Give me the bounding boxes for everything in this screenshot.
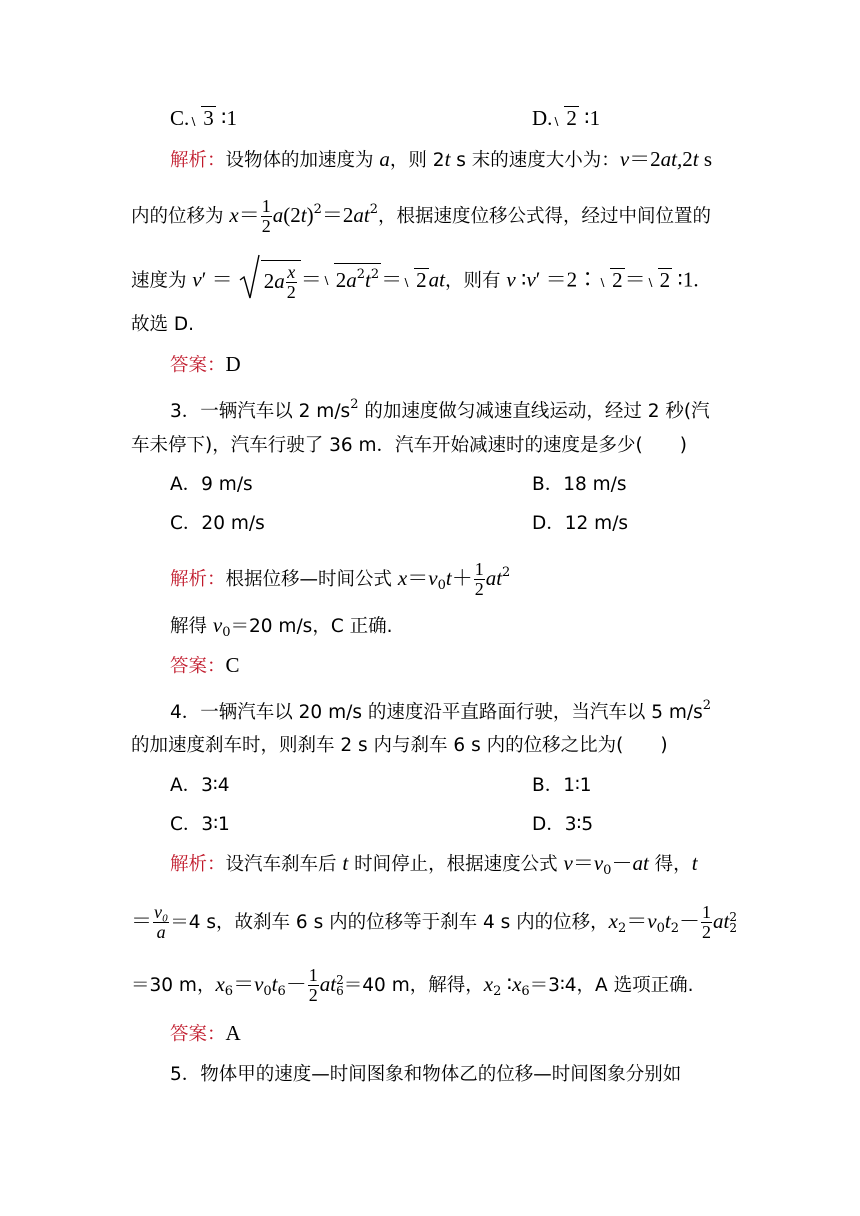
sqrt-symbol: 2 xyxy=(552,106,579,131)
answer-value: D xyxy=(225,352,241,376)
analysis-line: 解得 $v_0=20$ m/s，C 正确. xyxy=(170,613,393,640)
sqrt-symbol: 3 xyxy=(189,106,216,131)
analysis-line: 故选 D. xyxy=(131,314,195,335)
question-line: 的加速度刹车时，则刹车 2 s 内与刹车 6 s 内的位移之比为( ) xyxy=(131,735,668,756)
option-c: C．20 m/s xyxy=(170,513,265,534)
sqrt-symbol: 2 xyxy=(402,268,429,293)
radical-sign xyxy=(239,254,261,300)
question-line: 5．物体甲的速度—时间图象和物体乙的位移—时间图象分别如 xyxy=(170,1064,682,1085)
option-d: D. 2 ∶1 xyxy=(532,106,601,130)
answer-line xyxy=(170,1021,241,1047)
answer-line xyxy=(170,653,240,679)
analysis-line: 解析：设物体的加速度为 a，则 2t s 末的速度大小为：v＝2at,2t s xyxy=(170,147,713,171)
option-d: D．3∶5 xyxy=(532,814,594,835)
option-a: A．9 m/s xyxy=(170,474,253,495)
question-line: 3．一辆汽车以 2 $m/s^2$ 的加速度做匀减速直线运动，经过 2 秒(汽 xyxy=(170,397,710,422)
option-d: D．12 m/s xyxy=(532,513,629,534)
option-c: C．3∶1 xyxy=(170,814,230,835)
answer-value: C xyxy=(225,653,240,677)
fraction: $\frac{\text{v₀}}{a}$ xyxy=(154,902,169,942)
answer-label: 答案： xyxy=(170,1024,226,1045)
fraction: $\frac{1}{2}$ xyxy=(474,559,484,599)
analysis-line: 解析：设汽车刹车后 t 时间停止，根据速度公式 $v=v_0-at$ 得，t xyxy=(170,851,698,878)
analysis-label: 解析： xyxy=(170,854,226,875)
fraction: $\frac{x}{2}$ xyxy=(286,262,296,302)
question-line: 4．一辆汽车以 20 m/s 的速度沿平直路面行驶，当汽车以 5 $m/s^2$ xyxy=(170,698,712,723)
option-a: A．3∶4 xyxy=(170,775,230,796)
analysis-line: 解析：根据位移—时间公式 $x=v_0t+$ $\frac{1}{2}$ $at^2$ xyxy=(170,559,511,599)
sqrt-symbol: $2a^2t^2$ xyxy=(322,263,381,293)
option-b: B．1∶1 xyxy=(532,775,592,796)
analysis-label: 解析： xyxy=(170,569,226,590)
analysis-line: 内的位移为 x＝ $\frac{1}{2}$ $a(2t)^2=2at^2$，根据速度位移公式得，经过中间位置的 xyxy=(131,196,711,236)
analysis-label: 解析： xyxy=(170,150,226,171)
sqrt-symbol: 2a $\frac{x}{2}$ xyxy=(239,260,301,302)
sqrt-symbol: 2 xyxy=(598,268,625,293)
analysis-line: ＝ $\frac{\text{v₀}}{a}$ ＝4 s，故刹车 6 s 内的位移等于刹车 4 s 内的位移，$x_2=v_0t_2-$ $\frac{1}{2}$ at 2 2 xyxy=(131,902,737,942)
analysis-line: ＝30 m，$x_6=v_0t_6-$ $\frac{1}{2}$ at 2 6 ＝40 m，解得，$x_2$ $∶x_6=3∶4$，A 选项正确. xyxy=(131,965,694,1005)
fraction: $\frac{1}{2}$ xyxy=(308,965,318,1005)
answer-label: 答案： xyxy=(170,656,226,677)
answer-label: 答案： xyxy=(170,355,226,376)
fraction: $\frac{1}{2}$ xyxy=(261,196,271,236)
answer-line xyxy=(170,352,241,378)
option-c: C. 3 ∶1 xyxy=(170,106,237,130)
fraction: $\frac{1}{2}$ xyxy=(702,902,711,942)
question-line: 车未停下)，汽车行驶了 36 m．汽车开始减速时的速度是多少( ) xyxy=(131,435,687,456)
option-b: B．18 m/s xyxy=(532,474,627,495)
answer-value: A xyxy=(225,1021,241,1045)
analysis-line: 速度为 v′ ＝ 2a $\frac{x}{2}$ ＝ $2a^2t^2= 2at$，则有 v ∶v′ ＝2∶ 2＝ 2 ∶1. xyxy=(131,260,699,302)
sqrt-symbol: 2 xyxy=(646,268,673,293)
